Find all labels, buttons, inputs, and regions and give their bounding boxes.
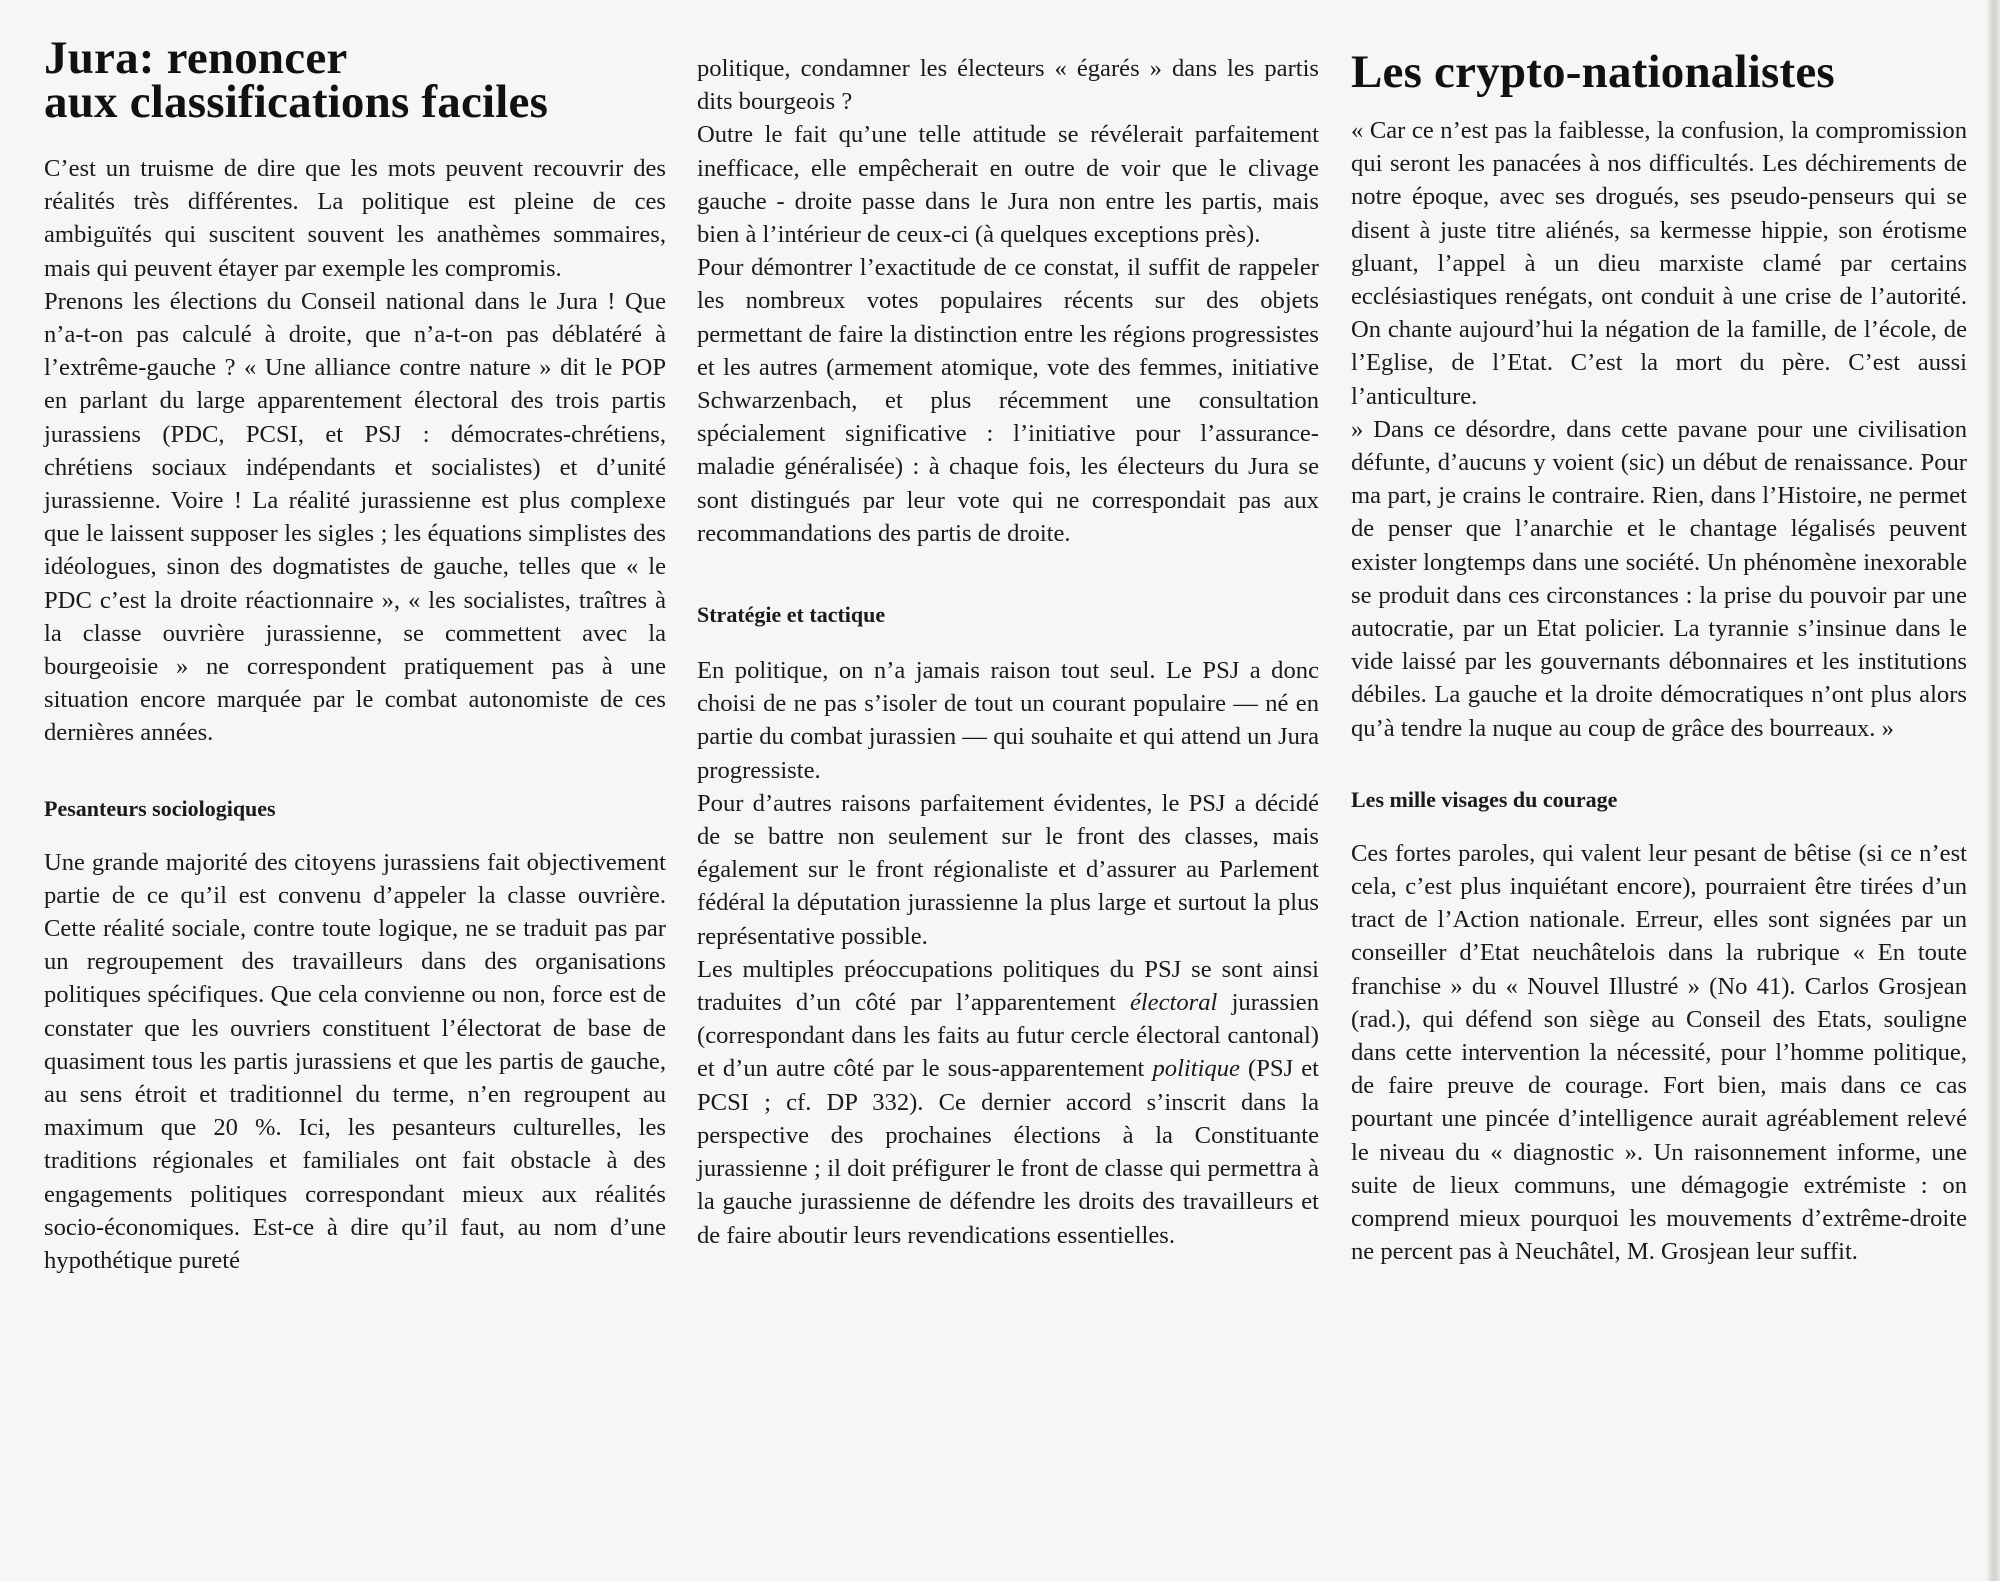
text-run: jurassien (correspondant dans les faits au futur cercle électoral cantonal) et d’un autre côté par le sous-apparentement: [697, 989, 1319, 1083]
paragraph: En politique, on n’a jamais raison tout seul. Le PSJ a donc choisi de ne pas s’isoler de tout un courant populaire — né en partie du combat jurassien — qui souhaite et qui attend un Jura progressiste.: [697, 657, 1319, 784]
subheading: Pesanteurs sociologiques: [44, 795, 276, 821]
paragraph: Outre le fait qu’une telle attitude se révélerait parfaitement inefficace, elle empêcherait en outre de voir que le clivage gauche - droite passe dans le Jura non entre les partis, mais bien à l’intérieur de ceux-ci (à quelques exceptions près).: [697, 121, 1319, 249]
article-title-line-1: Jura: renoncer: [44, 32, 348, 84]
text-run: (PSJ et PCSI ; cf. DP 332). Ce dernier accord s’inscrit dans la perspective des prochaines élections à la Constituante jurassienne ; il doit préfigurer le front de classe qui permettra à la gauche jurassienne de défendre les droits des travailleurs et de faire aboutir leurs revendications essentielles.: [697, 1055, 1319, 1249]
paragraph: Pour démontrer l’exactitude de ce constat, il suffit de rappeler les nombreux votes populaires récents sur des objets permettant de faire la distinction entre les régions progressistes et les autres (armement atomique, vote des femmes, initiative Schwarzenbach, et plus récemment une consultation spécialement significative : l’initiative pour l’assurance-maladie généralisée) : à chaque fois, les électeurs du Jura se sont distingués par leur vote qui ne correspondait pas aux recommandations des partis de droite.: [697, 254, 1319, 547]
subheading: Stratégie et tactique: [697, 602, 886, 628]
article-column-2: [697, 52, 1319, 1252]
text-run: Les multiples préoccupations politiques du PSJ se sont ainsi traduites d’un côté par l’apparentement: [697, 955, 1319, 1017]
subheading: Les mille visages du courage: [1351, 786, 1618, 812]
paragraph: Ces fortes paroles, qui valent leur pesant de bêtise (si ce n’est cela, c’est plus inquiétant encore), pourraient être tirées d’un tract de l’Action nationale. Erreur, elles sont signées par un conseiller d’Etat neuchâtelois dans la rubrique « En toute franchise » du « Nouvel Illustré » (No 41). Carlos Grosjean (rad.), qui défend son siège au Conseil des Etats, souligne dans cette intervention la nécessité, pour l’homme politique, de faire preuve de courage. Fort bien, mais dans ce cas pourtant une pincée d’intelligence aurait agréablement relevé le niveau du « diagnostic ». Un raisonnement informe, une suite de lieux communs, une démagogie extrémiste : on comprend mieux pourquoi les mouvements d’extrême-droite ne percent pas à Neuchâtel, M. Grosjean leur suffit.: [1351, 839, 1967, 1266]
italic-text: électoral: [1129, 989, 1218, 1017]
quote-paragraph: « Car ce n’est pas la faiblesse, la confusion, la compromission qui seront les panacées à nos difficultés. Les déchirements de notre époque, avec ses drogués, ses pseudo-penseurs qui se disent à juste titre aliénés, sa kermesse hippie, son érotisme gluant, l’appel à un dieu marxiste clamé par certains ecclésiastiques renégats, ont conduit à une crise de l’autorité. On chante aujourd’hui la négation de la famille, de l’école, de l’Eglise, de l’Etat. C’est la mort du père. C’est aussi l’anticulture.: [1351, 117, 1967, 410]
paragraph: Une grande majorité des citoyens jurassiens fait objectivement partie de ce qu’il est convenu d’appeler la classe ouvrière. Cette réalité sociale, contre toute logique, ne se traduit pas par un regroupement des travailleurs dans des organisations politiques spécifiques. Que cela convienne ou non, force est de constater que les ouvriers constituent l’électorat de base de quasiment tous les partis jurassiens et que les partis de gauche, au sens étroit et traditionnel du terme, n’en regroupent au maximum que 20 %. Ici, les pesanteurs culturelles, les traditions régionales et familiales ont fait obstacle à des engagements politiques correspondant mieux aux réalités socio-économiques. Est-ce à dire qu’il faut, au nom d’une hypothétique pureté: [44, 848, 666, 1275]
article-column-3: [1351, 36, 1967, 1269]
article-title: [44, 32, 666, 128]
paragraph: Pour d’autres raisons parfaitement évidentes, le PSJ a décidé de se battre non seulement sur le front des classes, mais également sur le front régionaliste et d’assurer au Parlement fédéral la députation jurassienne la plus large et surtout la plus représentative possible.: [697, 789, 1319, 950]
article-title: Les crypto-nationalistes: [1351, 46, 1835, 98]
paragraph: [697, 953, 1319, 1252]
paragraph: politique, condamner les électeurs « égarés » dans les partis dits bourgeois ?: [697, 55, 1319, 116]
quote-paragraph: » Dans ce désordre, dans cette pavane pour une civilisation défunte, d’aucuns y voient (sic) un début de renaissance. Pour ma part, je crains le contraire. Rien, dans l’Histoire, ne permet de penser que l’anarchie et le chantage légalisés peuvent exister longtemps dans une société. Un phénomène inexorable se produit dans ces circonstances : la prise du pouvoir par une autocratie, par un Etat policier. La tyrannie s’insinue dans le vide laissé par les gouvernants débonnaires et les institutions débiles. La gauche et la droite démocratiques n’ont plus alors qu’à tendre la nuque au coup de grâce des bourreaux. »: [1351, 415, 1967, 742]
paragraph: C’est un truisme de dire que les mots peuvent recouvrir des réalités très différentes. La politique est pleine de ces ambiguïtés qui suscitent souvent les anathèmes sommaires, mais qui peuvent étayer par exemple les compromis.: [44, 155, 666, 282]
paragraph: Prenons les élections du Conseil national dans le Jura ! Que n’a-t-on pas calculé à droite, que n’a-t-on pas déblatéré à l’extrême-gauche ? « Une alliance contre nature » dit le POP en parlant du large apparentement électoral des trois partis jurassiens (PDC, PCSI, et PSJ : démocrates-chrétiens, chrétiens sociaux indépendants et socialistes) et d’unité jurassienne. Voire ! La réalité jurassienne est plus complexe que le laissent supposer les sigles ; les équations simplistes des idéologues, sinon des dogmatistes de gauche, telles que « le PDC c’est la droite réactionnaire », « les socialistes, traîtres à la classe ouvrière jurassienne, se commettent avec la bourgeoisie » ne correspondent pratiquement pas à une situation encore marquée par le combat autonomiste de ces dernières années.: [44, 287, 666, 747]
italic-text: politique: [1152, 1055, 1240, 1083]
article-column-1: [44, 32, 666, 1277]
page-edge-shadow: [1986, 0, 2000, 1581]
article-title-line-2: aux classifications faciles: [44, 76, 549, 128]
